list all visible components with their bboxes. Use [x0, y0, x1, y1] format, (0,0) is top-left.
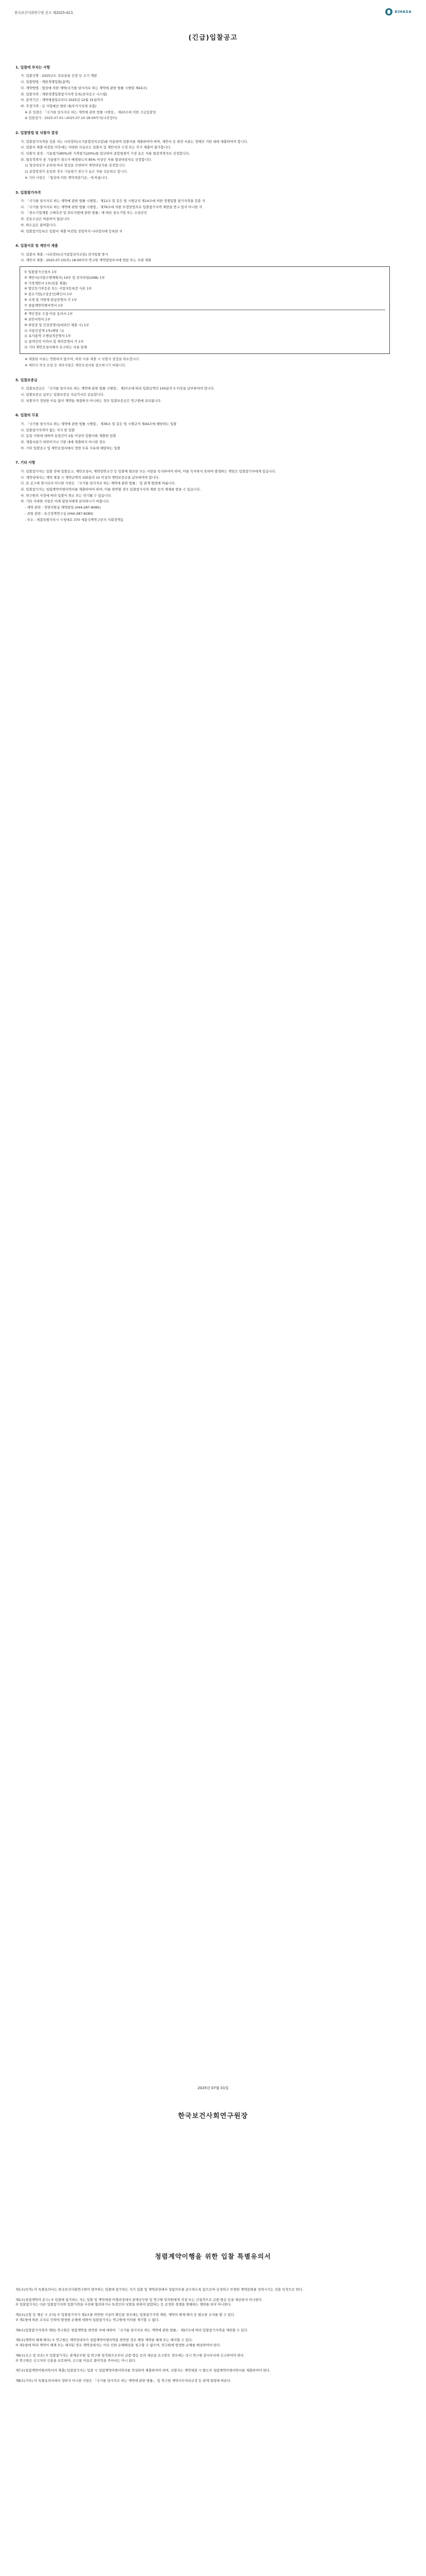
s5-line: 다. 낙찰자가 정당한 이유 없이 계약을 체결하지 아니하는 경우 입찰보증금은 연구원에 귀속됩니다.: [21, 398, 162, 403]
s1-line: 나. 입찰방법 : 제한경쟁입찰(총액): [21, 80, 70, 84]
s6-line: 마. 기타 입찰공고 및 제안요청서에서 정한 무효 사유에 해당하는 입찰: [21, 446, 121, 450]
logo-icon: [385, 8, 392, 15]
s7-line: 가. 입찰참가자는 입찰 전에 입찰공고, 제안요청서, 계약일반조건 등 입찰에 필요한 모든 사항을 숙지하여야 하며, 이를 숙지하지 못하여 발생하는 책임은 입찰참가자에게 있습니다.: [21, 469, 276, 473]
s7-line: 다. 본 공고에 명시되지 아니한 사항은 「국가를 당사자로 하는 계약에 관한 법률」 및 관계 법령에 따릅니다.: [21, 481, 176, 486]
document-item: ⑤ 중소기업(소상공인)확인서 1부: [24, 292, 72, 297]
document-item: ⑬ 참여인력 이력서 및 재직증명서 각 1부: [24, 340, 84, 344]
s1-note: ※ 입찰참가 : 2025.07.01~2025.07.10 18:00까지(나라장터): [25, 116, 118, 121]
section-heading-7: 7. 기타 사항: [15, 461, 36, 465]
pledge-title: 청렴계약이행을 위한 입찰 특별유의서: [155, 2252, 271, 2260]
s3-line: 가. 「국가를 당사자로 하는 계약에 관한 법률 시행령」 제12조 및 같은 법 시행규칙 제14조에 의한 경쟁입찰 참가자격을 갖춘 자: [21, 199, 205, 203]
s1-line: 가. 입찰건명 : 2025년도 진료분류 선정 등 조기 개발: [21, 74, 97, 78]
document-item: ⑭ 기타 제안요청서에서 요구하는 서류 일체: [24, 345, 87, 349]
section-heading-5: 5. 입찰보증금: [15, 378, 38, 382]
contact-line: - 주소 : 세종특별자치시 시청대로 370 세종국책연구단지 사회정책동: [25, 517, 124, 522]
announcement-body: [15, 56, 407, 523]
pledge-article: 제7조(청렴계약이행서약서의 제출) 입찰참가자는 입찰 시 청렴계약이행서약서를 작성하여 제출하여야 하며, 낙찰자는 계약체결 시 별도의 청렴계약이행서약서를 제출하여야 한다.: [15, 2368, 271, 2373]
pledge-article: 제6조(신고 및 보호) ① 입찰참가자는 관계공무원 및 연구원 임직원으로부터 금품·향응 등의 제공을 요구받은 경우에는 즉시 연구원 감사부서에 신고하여야 한다. ② 연구원은 신고자의 신분을 보호하며, 신고를 이유로 불이익을 주어서는 아니 된다.: [15, 2353, 245, 2363]
document-item: ⑧ 개인정보 수집·이용 동의서 1부: [24, 312, 73, 316]
document-item: ④ 법인등기부등본 또는 사업자등록증 사본 1부: [24, 286, 92, 291]
document-item: ⑫ 유사용역 수행실적증명서 1부: [24, 334, 71, 338]
contact-line: - 계약 관련 : 경영지원실 계약담당 (044-287-8085): [25, 505, 101, 510]
s2-line: 가. 입찰참가자격을 갖춘 자는 나라장터(국가종합전자조달)를 이용하여 입찰서를 제출하여야 하며, 제안서 등 관련 서류는 정해진 기한 내에 제출하여야 합니다.: [21, 139, 248, 144]
document-item: ⑨ 보안서약서 1부: [24, 317, 51, 322]
s4-line: 가. 입찰서 제출 : 나라장터(국가종합전자조달) 전자입찰 방식: [21, 252, 108, 257]
document-number-label: 한국보건사회연구원 공고 제2025-42호: [14, 11, 74, 15]
s7-line: 바. 기타 자세한 사항은 아래 담당자에게 문의하시기 바랍니다.: [21, 499, 110, 504]
issuing-organization: 한국보건사회연구원장: [178, 2112, 248, 2120]
s2-line: 나. 입찰서 제출 마감일 이후에는 어떠한 사유로도 입찰서 및 제안서의 수정 또는 추가 제출이 불가합니다.: [21, 145, 171, 150]
s5-line: 가. 입찰보증금은 「국가를 당사자로 하는 계약에 관한 법률 시행령」 제37조에 따라 입찰금액의 100분의 5 이상을 납부하여야 합니다.: [21, 386, 215, 391]
s2-line: 다. 낙찰자 결정 : 기술평가(80%)와 가격평가(20%)를 합산하여 종합평점이 가장 높은 자를 협상적격자로 선정합니다.: [21, 151, 190, 156]
s4-note: ※ 제안서 작성 요령 등 세부사항은 제안요청서를 참조하시기 바랍니다.: [25, 363, 126, 368]
s3-line: 바. 입찰참가등록은 입찰서 제출 마감일 전일까지 나라장터에 등록한 자: [21, 229, 123, 233]
s3-line: 나. 「국가를 당사자로 하는 계약에 관한 법률 시행령」 제76조에 의한 부정당업자로 입찰참가자격 제한을 받고 있지 아니한 자: [21, 205, 202, 209]
pledge-article: 제5조(계약의 해제·해지) ① 연구원은 계약상대자가 청렴계약이행서약을 위반한 경우 해당 계약을 해제 또는 해지할 수 있다. ② 제1항에 따라 계약이 해제 또는 해지된 경우 계약상대자는 이로 인한 손해배상을 청구할 수 없으며, 연구원에 발생한 손해를 배상하여야 한다.: [15, 2338, 221, 2348]
s2-note: ※ 기타 사항은 「협상에 의한 계약체결기준」에 따릅니다.: [25, 175, 108, 180]
s2-note: 2) 종합평점이 동일한 경우 기술평가 점수가 높은 자를 선순위로 합니다.: [25, 170, 128, 174]
announcement-date: 2025년 07월 01일: [197, 2086, 229, 2090]
s1-line: 마. 용역기간 : 계약체결일로부터 2025년 12월 31일까지: [21, 98, 104, 103]
s7-line: 나. 계약상대자는 계약 체결 시 계약금액의 100분의 10 이상의 계약보증금을 납부하여야 합니다.: [21, 475, 159, 480]
s6-line: 라. 제출서류가 허위이거나 기한 내에 제출하지 아니한 경우: [21, 440, 106, 445]
pledge-article: 제2조(청렴계약의 준수) ① 입찰에 참가하는 자는 입찰 및 계약체결·이행과정에서 관계공무원 및 연구원 임직원에게 직접 또는 간접적으로 금품·향응 등을 제공하지 아니한다. ② 입찰참가자는 다른 입찰참가자와 입찰가격을 사전에 협의하거나 특정인의 낙찰을 위하여 담합하는 등 공정한 경쟁을 방해하는 행위를 하지 아니한다.: [15, 2297, 263, 2307]
document-item: ⑩ 위임장 및 인감증명서(대리인 제출 시) 1부: [24, 323, 89, 327]
s6-line: 가. 「국가를 당사자로 하는 계약에 관한 법률 시행령」 제39조 및 같은 법 시행규칙 제44조에 해당하는 입찰: [21, 421, 177, 426]
s5-line: 나. 입찰보증금 납부는 입찰보증금 지급각서로 갈음합니다.: [21, 393, 105, 397]
pledge-article: 제3조(금품 등 제공 시 조치) ① 입찰참가자가 제2조를 위반한 사실이 확인된 경우에는 입찰참가자격 제한, 계약의 해제·해지 등 필요한 조치를 할 수 있다. ② 제1항에 따른 조치로 인하여 발생한 손해에 대하여 입찰참가자는 연구원에 이의를 제기할 수 없다.: [15, 2313, 235, 2322]
pledge-article: 제4조(입찰참가자격의 제한) 연구원은 청렴계약을 위반한 자에 대하여 「국가를 당사자로 하는 계약에 관한 법률」 제27조에 따라 입찰참가자격을 제한할 수 있다.: [15, 2328, 249, 2332]
s3-line: 라. 공동수급은 허용하지 않습니다.: [21, 217, 71, 222]
s1-note: ※ 본 입찰은 「국가를 당사자로 하는 계약에 관한 법률 시행령」 제20조에 의한 긴급입찰임: [25, 110, 156, 114]
s4-note: ※ 제출된 서류는 반환하지 않으며, 허위 서류 제출 시 낙찰자 결정을 취소합니다.: [25, 357, 140, 362]
submission-documents-box: [20, 266, 390, 354]
s7-line: 라. 입찰참가자는 청렴계약이행서약서를 제출하여야 하며, 이를 위반할 경우 입찰참가자격 제한 등의 제재를 받을 수 있습니다.: [21, 487, 201, 492]
s7-line: 마. 연구원의 사정에 따라 입찰이 취소 또는 연기될 수 있습니다.: [21, 493, 112, 498]
document-item: ⑥ 국세 및 지방세 완납증명서 각 1부: [24, 297, 77, 302]
s6-line: 나. 입찰참가자격이 없는 자가 한 입찰: [21, 428, 75, 432]
s1-line: 다. 계약방법 : 협상에 의한 계약(국가를 당사자로 하는 계약에 관한 법률 시행령 제43조): [21, 86, 148, 90]
s3-line: 마. 하도급은 불허합니다.: [21, 223, 57, 227]
announcement-title: (긴급)입찰공고: [188, 34, 238, 42]
document-item: ② 제안서(사업수행계획서) 10부 및 전자파일(USB) 1부: [24, 275, 105, 280]
document-header: [14, 6, 412, 24]
s6-line: 다. 동일 사항에 대하여 동일인이 2통 이상의 입찰서를 제출한 입찰: [21, 434, 116, 438]
document-item: ⑦ 청렴계약이행서약서 1부: [24, 303, 63, 308]
s1-line: 라. 입찰자격 : 제한경쟁입찰참가자격 등록(전자공고 시스템): [21, 92, 107, 96]
section-heading-1: 1. 입찰에 부치는 사항: [15, 65, 50, 70]
contact-line: - 과업 관련 : 보건정책연구실 (044-287-8280): [25, 511, 93, 516]
section-heading-3: 3. 입찰참가자격: [15, 190, 41, 195]
document-item: ⑪ 사용인감계 1부(해당 시): [24, 328, 64, 333]
s4-line: 나. 제안서 제출 : 2025.07.10(목) 18:00까지 연구원 계약담당부서에 방문 또는 우편 제출: [21, 258, 152, 263]
section-heading-6: 6. 입찰의 무효: [15, 413, 39, 418]
pledge-article: 제1조(목적) 이 특별유의서는 한국보건사회연구원이 발주하는 입찰에 참가하는 자가 입찰 및 계약과정에서 청렴의무를 준수하도록 함으로써 공정하고 투명한 계약문화를 정착시키는 것을 목적으로 한다.: [15, 2287, 303, 2292]
document-item: ③ 가격제안서 1부(밀봉 제출): [24, 281, 67, 285]
s2-line: 라. 협상적격자 중 기술평가 점수가 배점한도의 85% 이상인 자를 협상대상자로 선정합니다.: [21, 157, 152, 162]
s3-line: 다. 「중소기업제품 구매촉진 및 판로지원에 관한 법률」에 따른 중소기업 또는 소상공인: [21, 211, 148, 215]
logo-text: KIHASA: [395, 9, 412, 14]
s1-line: 바. 추정가격 : 금 사업예산 범위 내(부가가치세 포함): [21, 104, 96, 108]
pledge-body: [15, 2287, 407, 2389]
section-heading-4: 4. 입찰서류 및 제안서 제출: [15, 244, 58, 248]
pledge-article: 제8조(기타) 이 특별유의서에서 정하지 아니한 사항은 「국가를 당사자로 하는 계약에 관한 법률」 및 연구원 계약사무처리규정 등 관계 법령에 따른다.: [15, 2379, 232, 2383]
section-heading-2: 2. 입찰방법 및 낙찰자 결정: [15, 131, 58, 135]
s2-note: 1) 협상대상자 순위에 따라 협상을 진행하여 계약대상자를 결정합니다.: [25, 163, 126, 168]
document-item: ① 입찰참가신청서 1부: [24, 270, 57, 275]
organization-logo: [385, 8, 412, 15]
